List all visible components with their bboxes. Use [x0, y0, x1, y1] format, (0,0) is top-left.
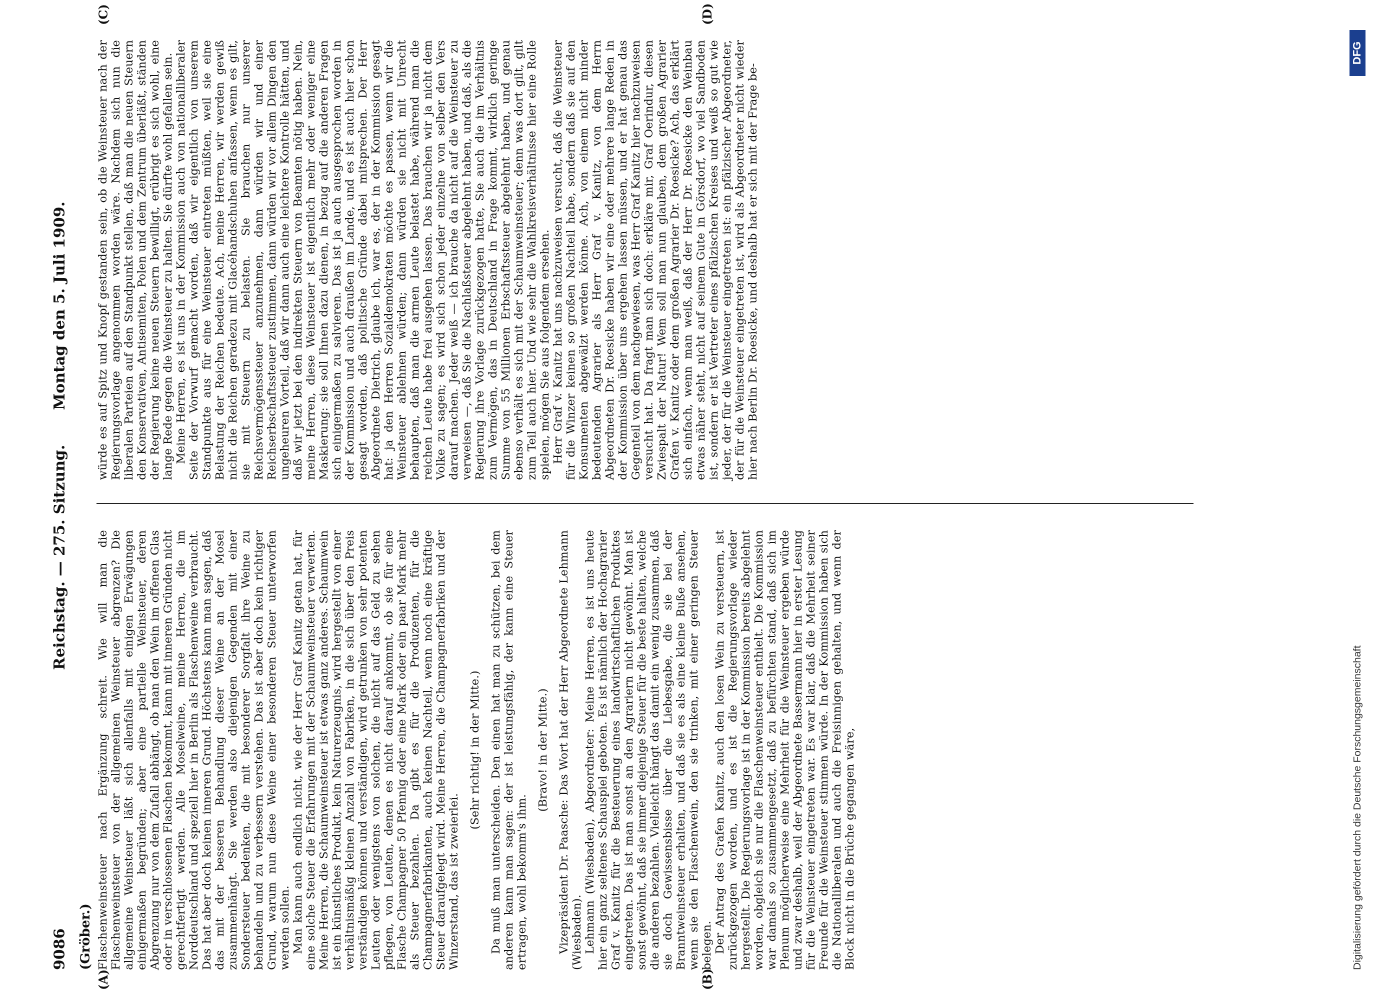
paragraph: Herr Graf v. Kanitz hat uns nachzuweisen versucht, daß die Weinsteuer für die Winzer keinen so großen Nachteil habe, sondern daß sie auf den Konsumenten abgewälzt werden könne. Ach, von einem nicht minder bedeutenden Agrarier als Herr Graf v. Kanitz, von dem Herrn Abgeordneten Dr. Roesicke haben wir eine oder mehrere lange Reden in der Kommission über uns ergehen lassen müssen, und er hat genau das Gegenteil von dem nachgewiesen, was Herr Graf Kanitz hier nachzuweisen versucht hat. Da fragt man sich doch: erkläre mir, Graf Oerindur, diesen Zwiespalt der Natur! Wem soll man nun glauben, dem großen Agrarier Grafen v. Kanitz oder dem großen Agrarier Dr. Roesicke? Ach, das erklärt sich einfach, wenn man weiß, daß der Herr Dr. Roesicke den Weinbau etwas näher steht, nicht auf seinem Gute in Görsdorf, wo viel Sandboden ist, sondern er ist Vertreter eines pfälzischen Kreises und weiß so gut wie jeder, der für die Weinsteuer eingetreten ist: ein pfälzischer Abgeordneter, der für die Weinsteuer eingetreten ist, wird als Abgeordneter nicht wieder hier nach Berlin Dr. Roesicke, und deshalb hat er sich mit der Frage be-: [551, 40, 759, 480]
paragraph: Vizepräsident Dr. Paasche: Das Wort hat der Herr Abgeordnete Lehmann (Wiesbaden).: [557, 530, 583, 970]
paragraph: Flaschenweinsteuer nach Ergänzung schreit. Wie will man die Flaschenweinsteuer von der allgemeinen Weinsteuer abgrenzen? Die allgemeine Weinsteuer läßt sich allenfalls mit einigen Erwägungen einigermaßen begründen; aber eine partielle Weinsteuer, deren Abgrenzung nur von dem Zufall abhängt, ob man den Wein im offenen Glas oder in verschlossenen Flaschen bekommt, kann mit inneren Gründen nicht gerechtfertigt werden. Alle Moselweine, meine Herren, die im Norddeutschland und speziell hier in Berlin als Flaschenweine verbraucht. Das hat aber doch keinen inneren Grund. Höchstens kann man sagen, daß das mit der besseren Behandlung dieser Weine an der Mosel zusammenhängt. Sie werden also diejenigen Gegenden mit einer Sondersteuer bedenken, die mit besonderer Sorgfalt ihre Weine zu behandeln und zu verbessern verstehen. Das ist aber doch kein richtiger Grund, warum nun diese Weine einer besonderen Steuer unterworfen werden sollen.: [96, 530, 291, 970]
digitization-credit: [1349, 30, 1369, 970]
interjection: (Sehr richtig! in der Mitte.): [468, 670, 481, 830]
page-header: [50, 30, 76, 970]
right-column: [96, 40, 1193, 480]
margin-mark-d: (D): [700, 3, 714, 25]
speaker-header: (Gröber.): [78, 903, 93, 970]
paragraph: würde es auf Spitz und Knopf gestanden sein, ob die Weinsteuer nach der Regierungsvorlage angenommen worden wäre. Nachdem sich nun die liberalen Parteien auf den Standpunkt stellen, daß man die neuen Steuern den Konservativen, Antisemiten, Polen und dem Zentrum überläßt, ständen der Regierung keine neuen Steuern bewilligt, erübrigt es sich wohl, eine lange Rede gegen die Weinsteuer zu halten. Sie dürfte wohl gefallen sein.: [96, 40, 174, 480]
column-divider: [96, 503, 1193, 504]
dfg-logo-icon: DFG: [1349, 30, 1365, 76]
margin-mark-a: (A): [96, 969, 110, 990]
margin-mark-b: (B): [700, 968, 714, 990]
page-number: 9086: [50, 928, 68, 970]
interjection: (Bravo! in der Mitte.): [536, 688, 549, 812]
paragraph: Man kann auch endlich nicht, wie der Herr Graf Kanitz getan hat, für eine solche Steuer die Erfahrungen mit der Schaumweinsteuer verwerten. Meine Herren, die Schaumweinsteuer ist etwas ganz anderes. Schaumwein ist ein künstliches Produkt, kein Naturerzeugnis, wird hergestellt von einer verhältnismäßig kleinen Anzahl von Fabriken, in die sich über den Preis verständigen können und verständigen, wird getrunken von sehr potenten Leuten oder wenigstens von solchen, die nicht auf das Geld zu sehen pflegen, von Leuten, denen es nicht darauf ankommt, ob sie für eine Flasche Champagner 50 Pfennig oder eine Mark oder ein paar Mark mehr als Steuer bezahlen. Da gibt es für die Produzenten, für die Champagnerfabrikanten, auch keinen Nachteil, wenn noch eine kräftige Steuer daraufgelegt wird. Meine Herren, die Champagnerfabriken und der Winzerstand, das ist zweierlei.: [291, 530, 460, 970]
paragraph: Da muß man unterscheiden. Den einen hat man zu schützen, bei dem anderen kann man sagen: der ist leistungsfähig, der kann eine Steuer ertragen, wohl bekomm's ihm.: [489, 530, 528, 970]
session-date: Montag den 5. Juli 1909.: [50, 201, 68, 410]
left-column: [96, 530, 1193, 970]
credit-text: Digitalisierung gefördert durch die Deutsche Forschungsgemeinschaft: [1351, 645, 1363, 970]
paragraph: Der Antrag des Grafen Kanitz, auch den losen Wein zu versteuern, ist zurückgezogen worden, und es ist die Regierungsvorlage wieder hergestellt. Die Regierungsvorlage ist in der Kommission bereits abgelehnt worden, obgleich sie nur die Flaschenweinsteuer enthielt. Die Kommission war damals so zusammengesetzt, daß zu befürchten stand, daß sich im Plenum möglicherweise eine Mehrheit für die Weinsteuer ergeben würde und zwar deshalb, weil der Abgeordnete Bassermann hier in erster Lesung für die Weinsteuer eingetreten war. Es war klar, daß die Mehrheit seiner Freunde für die Weinsteuer stimmen würde. In der Kommission haben sich die Nationalliberalen und auch die Freisinnigen gehalten, und wenn der Block nicht in die Brüche gegangen wäre,: [713, 530, 856, 970]
margin-mark-c: (C): [96, 4, 110, 25]
session-title: Reichstag. — 275. Sitzung.: [50, 444, 68, 670]
paragraph: Meine Herren, es ist uns in der Kommission auch von nationalliberaler Seite der Vorwurf gemacht worden, daß wir eigentlich von unserem Standpunkte aus für eine Weinsteuer eintreten müßten, weil sie eine Belastung der Reichen bedeute. Ach, meine Herren, wir werden gewiß nicht die Reichen geradezu mit Glacéhandschuhen anfassen, wenn es gilt, sie mit Steuern zu belasten. Sie brauchen nur unserer Reichsvermögenssteuer anzunehmen, dann würden wir und einer Reichserbschaftssteuer zustimmen, dann würden wir vor allem Dingen den ungeheuren Vorteil, daß wir dann auch eine leichtere Kontrolle hätten, und daß wir jetzt bei den indirekten Steuern von Beamten nötig haben. Nein, meine Herren, diese Weinsteuer ist eigentlich mehr oder weniger eine Maskierung: sie soll Ihnen dazu dienen, in bezug auf die anderen Fragen sich einigermaßen zu salvieren. Das ist ja auch ausgesprochen worden in der Kommission und auch draußen im Lande, und es ist auch hier schon gesagt worden, daß politische Gründe dabei mitsprechen. Der Herr Abgeordnete Dietrich, glaube ich, war es, der in der Kommission gesagt hat: ja den Herren Sozialdemokraten möchte es passen, wenn wir die Weinsteuer ablehnen würden; dann würden sie nicht mit Unrecht behaupten, daß man die armen Leute belastet habe, während man die reichen Leute habe frei ausgehen lassen. Das brauchen wir ja nicht dem Volke zu sagen; es wird sich schon jeder einzelne von selber den Vers darauf machen. Jeder weiß — ich brauche da nicht auf die Weinsteuer zu verweisen —, daß Sie die Nachlaßsteuer abgelehnt haben, und daß, als die Regierung ihre Vorlage zurückgezogen hatte, Sie auch die im Verhältnis zum Vermögen, das in Deutschland in Frage kommt, wirklich geringe Summe von 55 Millionen Erbschaftssteuer abgelehnt haben, und genau ebenso verhält es sich mit der Schaumweinsteuer; denn was dort gilt, gilt zum Teil auch hier. Und wie sehr die Wahlkreisverhältnisse hier eine Rolle spielen, mögen Sie aus folgendem ersehen.: [174, 40, 551, 480]
paragraph: Lehmann (Wiesbaden), Abgeordneter: Meine Herren, es ist uns heute hier ein ganz seltenes Schauspiel geboten. Es ist nämlich der Hochagrarier Graf v. Kanitz für die Besteuerung eines landwirtschaftlichen Produktes eingetreten. Das ist man sonst an den Agrariern nicht gewöhnt. Man ist sonst gewöhnt, daß sie immer diejenige Steuer für die beste halten, welche die anderen bezahlen. Vielleicht hängt das damit ein wenig zusammen, daß sie doch Gewissensbisse über die Liebesgabe, die sie bei der Branntweinsteuer erhalten, und daß sie es als eine kleine Buße ansehen, wenn sie den Flaschenwein, den sie trinken, mit einer geringen Steuer belegen.: [583, 530, 713, 970]
